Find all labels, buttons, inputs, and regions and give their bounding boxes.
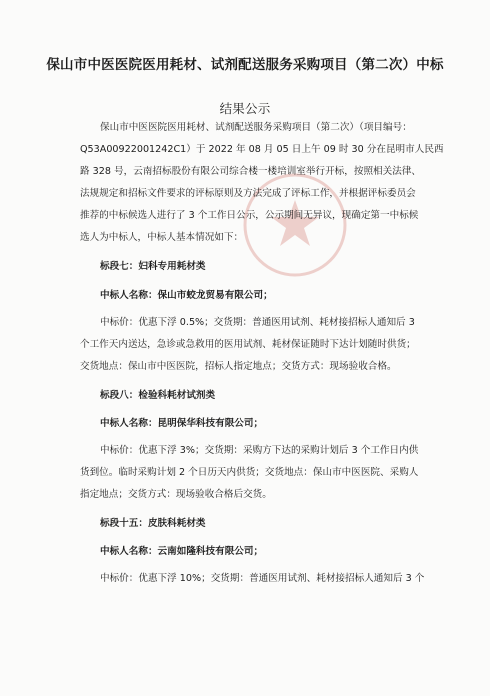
winner-name-8: 中标人名称：昆明保华科技有限公司； [100,418,264,429]
details-7-line-3: 交货地点：保山市中医医院，招标人指定地点；交货方式：现场验收合格。 [80,361,397,372]
document-subtitle: 结果公示 [219,101,271,116]
section-heading-7: 标段七：妇科专用耗材类 [100,261,206,272]
intro-line-6: 选人为中标人，中标人基本情况如下： [80,232,244,243]
details-8-line-3: 指定地点；交货方式：现场验收合格后交货。 [80,489,272,500]
section-heading-8: 标段八：检验科耗材试剂类 [100,390,216,401]
section-heading-15: 标段十五：皮肤科耗材类 [100,518,206,529]
intro-line-4: 法规规定和招标文件要求的评标原则及方法完成了评标工作，并根据评标委员会 [80,188,416,199]
winner-name-7: 中标人名称：保山市蛟龙贸易有限公司； [100,290,273,301]
details-8-line-1: 中标价：优惠下浮 3%；交货期：采购方下达的采购计划后 3 个工作日内供 [100,445,419,456]
document-title: 保山市中医医院医用耗材、试剂配送服务采购项目（第二次）中标 [46,57,444,73]
details-7-line-2: 个工作天内送达，急诊或急救用的医用试剂、耗材保证随时下达计划随时供货； [80,339,416,350]
details-15-line-1: 中标价：优惠下浮 10%；交货期：普通医用试剂、耗材接招标人通知后 3 个 [100,573,425,584]
details-7-line-1: 中标价：优惠下浮 0.5%；交货期：普通医用试剂、耗材接招标人通知后 3 [100,317,415,328]
intro-line-1: 保山市中医医院医用耗材、试剂配送服务采购项目（第二次）（项目编号： [100,122,412,133]
intro-line-5: 推荐的中标候选人进行了 3 个工作日公示，公示期间无异议，现确定第一中标候 [80,210,419,221]
intro-line-3: 路 328 号，云南招标股份有限公司综合楼一楼培训室举行开标，按照相关法律、 [80,166,422,177]
details-8-line-2: 货到位。临时采购计划 2 个日历天内供货；交货地点：保山市中医医院、采购人 [80,467,419,478]
intro-line-2: Q53A00922001242C1）于 2022 年 08 月 05 日上午 09 时 30 分在昆明市人民西 [80,144,444,155]
winner-name-15: 中标人名称：云南如隆科技有限公司； [100,546,264,557]
